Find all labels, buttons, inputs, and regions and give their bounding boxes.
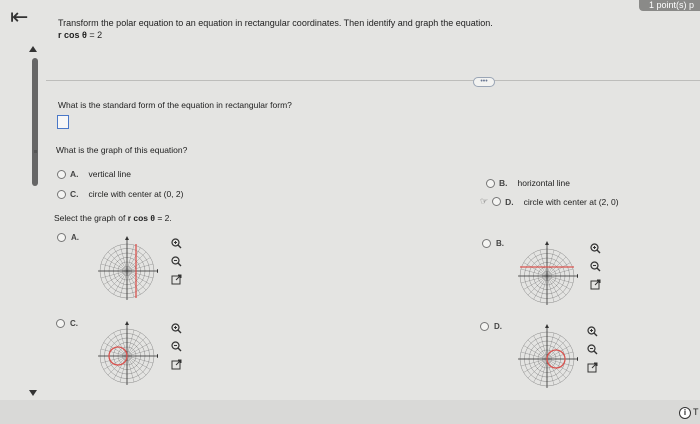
bottom-bar [0,400,700,424]
info-icon[interactable]: i [679,407,691,419]
zoom-in-icon[interactable] [589,242,601,254]
zoom-out-icon[interactable] [170,255,182,267]
graph-tools-c [170,322,182,370]
option-text: circle with center at (2, 0) [523,196,619,207]
graph-option-a[interactable]: A. [57,233,79,242]
footer-text: T [693,407,699,417]
scroll-marker [34,150,37,153]
zoom-in-icon[interactable] [170,322,182,334]
scroll-up-icon[interactable] [29,46,37,52]
y-axis-arrow [545,324,549,328]
option-text: circle with center at (0, 2) [88,189,184,199]
graph-thumbnail-b[interactable] [516,241,578,307]
graph-option-c[interactable]: C. [56,319,78,328]
y-axis-arrow [545,241,549,245]
graph-thumbnail-c[interactable] [96,321,158,387]
option-d[interactable]: ☞ D. circle with center at (2, 0) [480,196,619,207]
radio-button[interactable] [57,170,66,179]
radio-button[interactable] [492,197,501,206]
radio-button[interactable] [480,322,489,331]
popout-icon[interactable] [586,361,598,373]
scroll-down-icon[interactable] [29,390,37,396]
radio-button[interactable] [482,239,491,248]
radio-button[interactable] [56,319,65,328]
zoom-in-icon[interactable] [586,325,598,337]
zoom-out-icon[interactable] [586,343,598,355]
polar-equation: r cos θ = 2 [58,30,103,40]
option-a[interactable]: A. vertical line [57,169,131,179]
graph-tools-a [170,237,182,285]
x-axis-arrow [157,354,158,358]
standard-form-question: What is the standard form of the equation in rectangular form? [58,100,292,110]
y-axis-arrow [125,321,129,325]
zoom-in-icon[interactable] [170,237,182,249]
option-b[interactable]: B. horizontal line [486,178,570,188]
more-button[interactable]: ••• [473,77,495,87]
scrollbar-thumb[interactable] [32,58,38,186]
pointer-cursor-icon: ☞ [480,196,489,206]
question-instruction: Transform the polar equation to an equation in rectangular coordinates. Then identify and graph the equation. [58,18,493,28]
option-text: horizontal line [517,178,570,188]
popout-icon[interactable] [589,278,601,290]
graph-tools-d [586,325,598,373]
zoom-out-icon[interactable] [170,340,182,352]
y-axis-arrow [125,236,129,240]
graph-option-d[interactable]: D. [480,322,502,331]
x-axis-arrow [157,269,158,273]
graph-thumbnail-a[interactable] [96,236,158,302]
x-axis-arrow [577,274,578,278]
radio-button[interactable] [57,190,66,199]
x-axis-arrow [577,357,578,361]
graph-tools-b [589,242,601,290]
option-text: vertical line [88,169,132,179]
back-arrow-icon[interactable]: ⇤ [10,4,29,29]
answer-input[interactable] [57,115,69,129]
graph-option-b[interactable]: B. [482,239,504,248]
graph-type-question: What is the graph of this equation? [56,145,188,155]
radio-button[interactable] [57,233,66,242]
graph-thumbnail-d[interactable] [516,324,578,390]
points-label: 1 point(s) p [639,0,700,11]
option-c[interactable]: C. circle with center at (0, 2) [57,189,183,199]
popout-icon[interactable] [170,358,182,370]
zoom-out-icon[interactable] [589,260,601,272]
radio-button[interactable] [486,179,495,188]
divider [46,80,700,81]
popout-icon[interactable] [170,273,182,285]
select-graph-prompt: Select the graph of r cos θ = 2. [54,213,172,223]
